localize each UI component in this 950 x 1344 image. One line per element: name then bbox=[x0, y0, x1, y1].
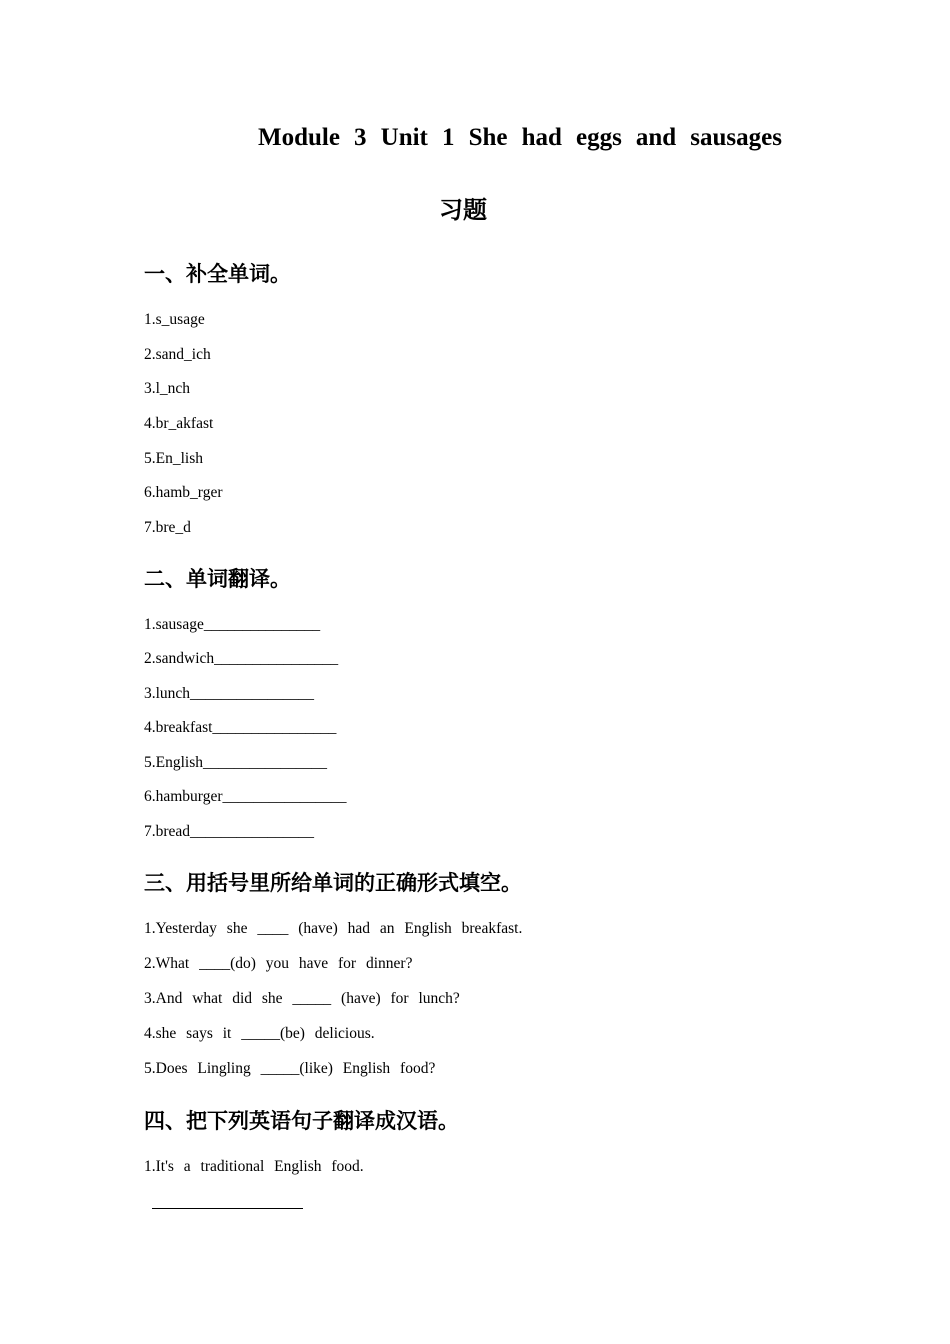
section-2-heading: 二、单词翻译。 bbox=[144, 567, 291, 591]
section-2-item: 1.sausage_______________ bbox=[144, 616, 321, 633]
section-1-item: 4.br_akfast bbox=[144, 415, 214, 432]
section-2-item: 6.hamburger________________ bbox=[144, 788, 347, 805]
section-4-heading: 四、把下列英语句子翻译成汉语。 bbox=[144, 1109, 459, 1133]
worksheet-title: Module 3 Unit 1 She had eggs and sausages bbox=[258, 124, 782, 151]
section-3-heading: 三、用括号里所给单词的正确形式填空。 bbox=[144, 871, 522, 895]
section-2-item: 3.lunch________________ bbox=[144, 685, 315, 702]
answer-blank-line bbox=[152, 1208, 303, 1209]
section-1-item: 6.hamb_rger bbox=[144, 484, 223, 501]
section-3-item: 1.Yesterday she ____ (have) had an English breakfast. bbox=[144, 920, 523, 937]
section-3-item: 3.And what did she _____ (have) for lunch? bbox=[144, 990, 460, 1007]
section-2-item: 5.English________________ bbox=[144, 754, 327, 771]
worksheet-subtitle: 习题 bbox=[439, 196, 487, 224]
section-3-item: 2.What ____(do) you have for dinner? bbox=[144, 955, 413, 972]
section-3-item: 5.Does Lingling _____(like) English food? bbox=[144, 1060, 436, 1077]
section-1-item: 3.l_nch bbox=[144, 380, 191, 397]
section-1-heading: 一、补全单词。 bbox=[144, 262, 291, 286]
section-1-item: 5.En_lish bbox=[144, 450, 203, 467]
section-3-item: 4.she says it _____(be) delicious. bbox=[144, 1025, 375, 1042]
section-4-item: 1.It's a traditional English food. bbox=[144, 1158, 364, 1175]
section-2-item: 7.bread________________ bbox=[144, 823, 315, 840]
section-1-item: 2.sand_ich bbox=[144, 346, 211, 363]
section-1-item: 1.s_usage bbox=[144, 311, 205, 328]
section-2-item: 2.sandwich________________ bbox=[144, 650, 339, 667]
section-1-item: 7.bre_d bbox=[144, 519, 191, 536]
section-2-item: 4.breakfast________________ bbox=[144, 719, 337, 736]
